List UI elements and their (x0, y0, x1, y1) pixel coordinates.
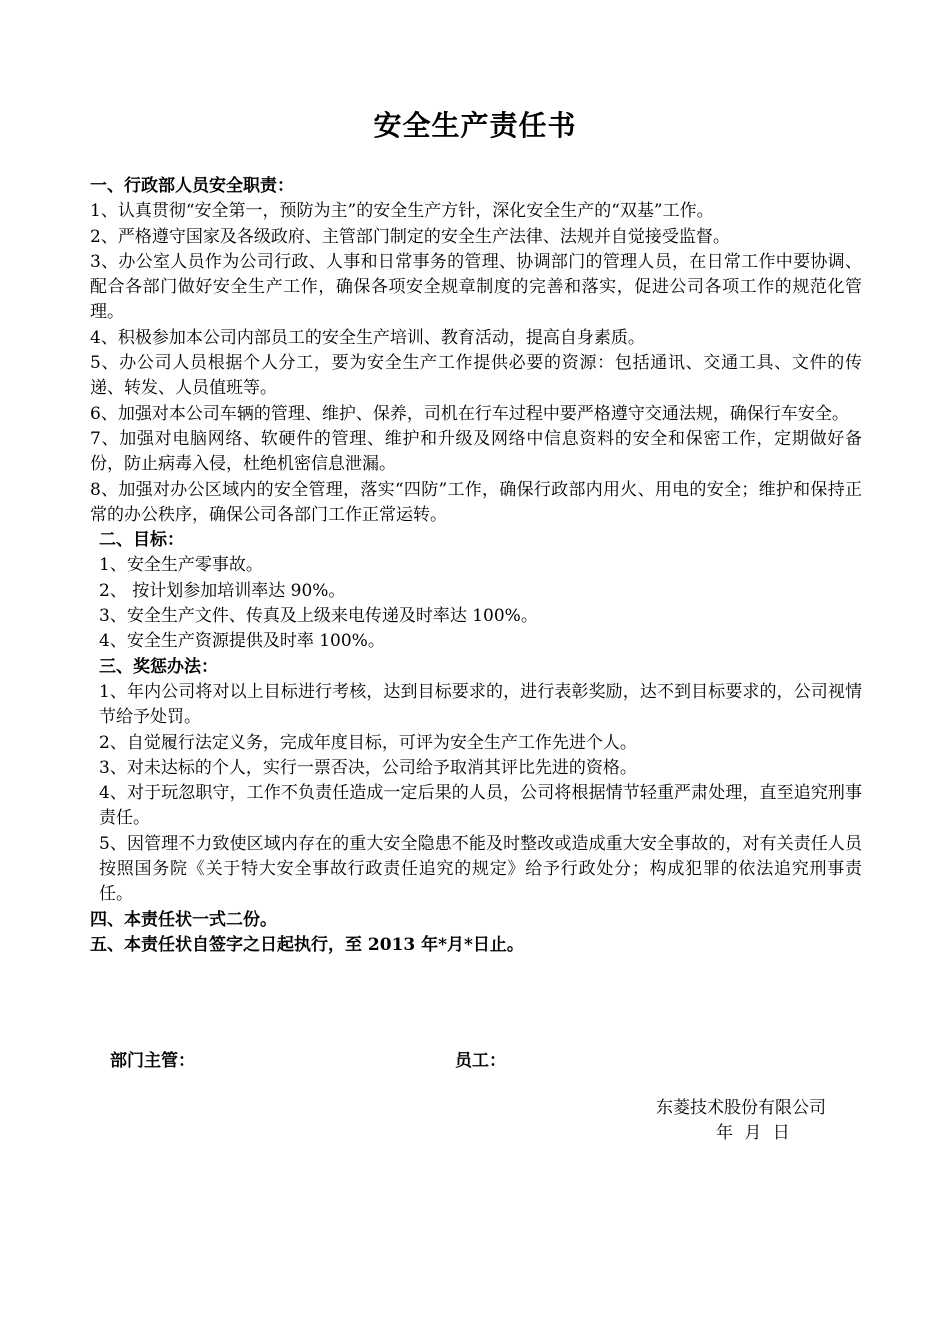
section-1-item: 4、积极参加本公司内部员工的安全生产培训、教育活动，提高自身素质。 (90, 327, 645, 348)
section-2-item: 4、安全生产资源提供及时率 100%。 (99, 631, 385, 652)
signing-date: 年 月 日 (716, 1123, 790, 1143)
section-5-heading: 五、本责任状自签字之日起执行，至 2013 年*月*日止。 (90, 934, 524, 955)
dept-head-signature-label: 部门主管： (110, 1051, 195, 1071)
signature-area (0, 1046, 950, 1076)
section-2-item: 1、安全生产零事故。 (99, 555, 263, 576)
section-1-item: 2、严格遵守国家及各级政府、主管部门制定的安全生产法律、法规并自觉接受监督。 (90, 226, 730, 247)
section-1-item: 3、办公室人员作为公司行政、人事和日常事务的管理、协调部门的管理人员，在日常工作中要协调、配合各部门做好安全生产工作，确保各项安全规章制度的完善和落实，促进公司各项工作的规范化管理。 (90, 251, 862, 323)
section-1-item: 1、认真贯彻“安全第一，预防为主”的安全生产方针，深化安全生产的“双基”工作。 (90, 201, 714, 222)
section-3-item: 1、年内公司将对以上目标进行考核，达到目标要求的，进行表彰奖励，达不到目标要求的，公司视情节给予处罚。 (99, 681, 862, 728)
company-name: 东菱技术股份有限公司 (656, 1098, 826, 1118)
section-3-item: 5、因管理不力致使区域内存在的重大安全隐患不能及时整改或造成重大安全事故的，对有关责任人员按照国务院《关于特大安全事故行政责任追究的规定》给予行政处分；构成犯罪的依法追究刑事责任。 (99, 833, 862, 905)
section-3-item: 2、自觉履行法定义务，完成年度目标，可评为安全生产工作先进个人。 (99, 732, 637, 753)
section-3-item: 4、对于玩忽职守，工作不负责任造成一定后果的人员，公司将根据情节轻重严肃处理，直至追究刑事责任。 (99, 783, 862, 829)
section-1-item: 8、加强对办公区域内的安全管理，落实“四防”工作，确保行政部内用火、用电的安全；维护和保持正常的办公秩序，确保公司各部门工作正常运转。 (90, 479, 862, 525)
document-body (90, 174, 862, 958)
section-2-item: 2、 按计划参加培训率达 90%。 (99, 580, 346, 601)
section-2-item: 3、安全生产文件、传真及上级来电传递及时率达 100%。 (99, 606, 538, 627)
section-3-heading: 三、奖惩办法： (99, 656, 218, 677)
section-4-heading: 四、本责任状一式二份。 (90, 909, 277, 930)
section-3-item: 3、对未达标的个人，实行一票否决，公司给予取消其评比先进的资格。 (99, 757, 637, 778)
section-1-item: 5、办公司人员根据个人分工，要为安全生产工作提供必要的资源：包括通讯、交通工具、文件的传递、转发、人员值班等。 (90, 353, 862, 399)
document-title: 安全生产责任书 (373, 109, 577, 142)
employee-signature-label: 员工： (455, 1051, 506, 1071)
section-1-item: 6、加强对本公司车辆的管理、维护、保养，司机在行车过程中要严格遵守交通法规，确保行车安全。 (90, 403, 849, 424)
section-2-heading: 二、目标： (99, 530, 184, 551)
section-1-item: 7、加强对电脑网络、软硬件的管理、维护和升级及网络中信息资料的安全和保密工作，定期做好备份，防止病毒入侵，杜绝机密信息泄漏。 (90, 428, 862, 475)
section-1-heading: 一、行政部人员安全职责： (90, 176, 294, 196)
